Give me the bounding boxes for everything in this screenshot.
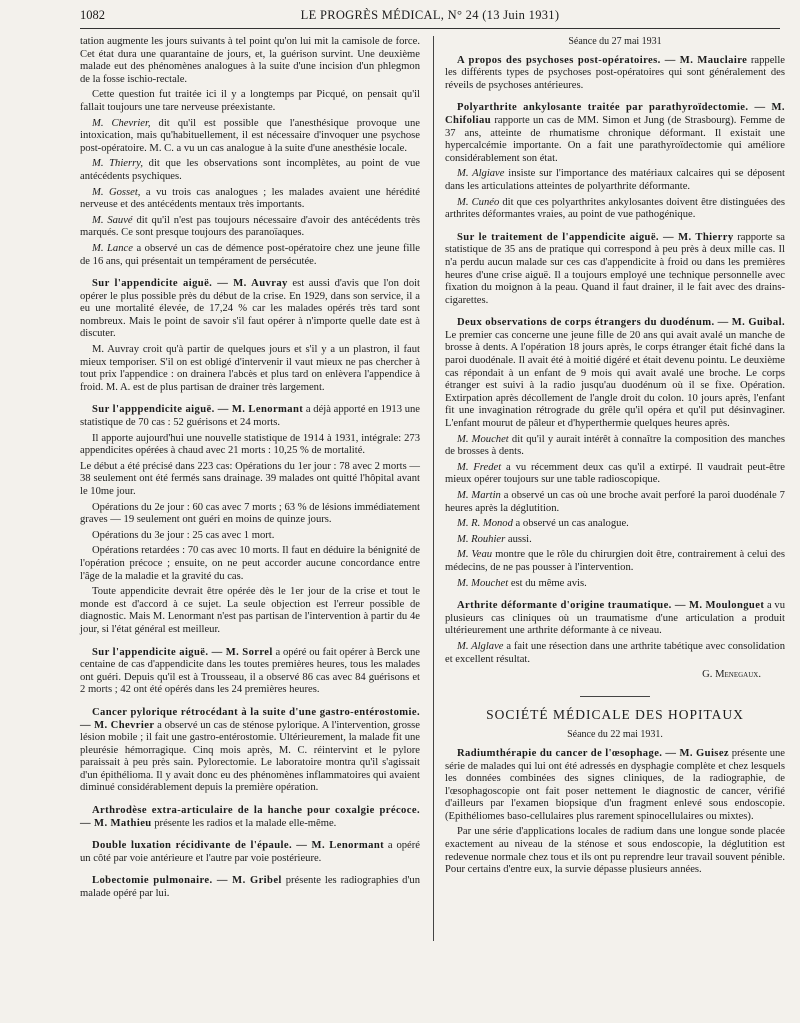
section-text: rapporte sa statistique de 35 ans de pratique qui correspond à peu près à deux mille cas. Il n'a perdu aucun malade sur ces cas d'appendicite à froid ou dans les premières heures d'une crise aiguë. Il a toujours employé une technique personnelle avec fixation du moignon à la peau. Quand il faut drainer, il le fait avec des drains-cigarettes. bbox=[445, 231, 786, 306]
section bbox=[445, 600, 785, 638]
section-heading: Arthrodèse extra-articulaire de la hanche pour coxalgie précoce. — M. Mathieu bbox=[80, 805, 420, 829]
section-heading: Sur l'appendicite aiguë. — M. Sorrel bbox=[92, 646, 273, 658]
paragraph: Opérations du 2e jour : 60 cas avec 7 morts ; 63 % de lésions immédiatement graves — 19 seulement ont guéri en moins de quinze jours. bbox=[80, 501, 420, 526]
paragraph-text: a observé un cas analogue. bbox=[512, 518, 629, 530]
paragraph-text: a observé un cas de démence post-opératoire chez une jeune fille de 16 ans, qui présentait un tempérament de persécutée. bbox=[80, 242, 420, 267]
speaker-name: M. Martin bbox=[457, 490, 501, 501]
paragraph-text: a observé un cas où une broche avait perforé la paroi duodénale 7 heures après la déglutition. bbox=[445, 490, 785, 514]
section-heading: Lobectomie pulmonaire. — M. Gribel bbox=[92, 875, 282, 887]
column-divider bbox=[433, 36, 434, 941]
paragraph: Opérations du 3e jour : 25 cas avec 1 mort. bbox=[92, 529, 275, 541]
journal-title: LE PROGRÈS MÉDICAL, N° 24 (13 Juin 1931) bbox=[300, 8, 560, 22]
section bbox=[80, 875, 420, 900]
paragraph-text: a fait une résection dans une arthrite tabétique avec consolidation et excellent résultat. bbox=[445, 640, 785, 665]
society-title: SOCIÉTÉ MÉDICALE DES HOPITAUX bbox=[486, 706, 744, 722]
section bbox=[445, 232, 785, 308]
section-text: est aussi d'avis que l'on doit opérer le plus possible près du début de la crise. En 1929, dans son service, il a eu une mortalité élevée, de 17,24 % car les malades opérés très tard sont nombreux. Mais le point de savoir s'il faut opérer à n'importe quelle date est à discuter. bbox=[80, 278, 421, 340]
paragraph-text: est du même avis. bbox=[508, 577, 587, 589]
section-text: a observé un cas de sténose pylorique. A l'intervention, grosse lésion mobile ; il fait une gastro-entérostomie. Ultérieurement, la malade fit une pleurésie hémorragique. Cinq mois après, M. C. réintervint et le pylore paraissait à peu près sain. Pylorectomie. Le laboratoire montra qu'il s'agissait d'un épithélioma. Il y avait donc eu des phénomènes inflammatoires qui avaient diminué considérablement depuis la première opération. bbox=[80, 719, 420, 794]
section bbox=[80, 647, 420, 697]
paragraph: M. Auvray croit qu'à partir de quelques jours et s'il y a un plastron, il faut mieux temporiser. S'il on est obligé d'intervenir il vaut mieux ne pas chercher à tout prix l'appendice : on drainera l'abcès et plus tard on enlèvera l'appendice à froid. M. A. est de plus partisan de drainer très largement. bbox=[80, 344, 420, 393]
session-date: Séance du 27 mai 1931 bbox=[568, 36, 662, 47]
speaker-name: M. Mouchet bbox=[457, 433, 509, 445]
paragraph-text: dit qu'il y aurait intérêt à connaître la composition des manches de brosses à dents. bbox=[445, 433, 786, 458]
speaker-name: M. Thierry, bbox=[92, 158, 143, 170]
speaker-name: M. Gosset, bbox=[92, 186, 141, 198]
paragraph bbox=[445, 434, 785, 459]
right-column bbox=[445, 36, 785, 880]
section bbox=[445, 748, 785, 824]
paragraph-text: insiste sur l'importance des matériaux calcaires qui se déposent dans les articulations atteintes de polyarthrite déformante. bbox=[445, 168, 785, 192]
speaker-name: M. R. Monod bbox=[457, 518, 513, 530]
paragraph bbox=[80, 215, 420, 240]
section-heading: Radiumthérapie du cancer de l'œsophage. — M. Guisez bbox=[457, 747, 730, 759]
paragraph-text: dit que les observations sont incomplètes, au point de vue antécédents psychiques. bbox=[80, 158, 420, 182]
section-heading: Polyarthrite ankylosante traitée par parathyroïdectomie. — M. Chifoliau bbox=[445, 102, 785, 126]
section-heading: A propos des psychoses post-opératoires. — M. Mauclaire bbox=[457, 54, 748, 66]
paragraph: Il apporte aujourd'hui une nouvelle statistique de 1914 à 1931, intégrale: 273 appendicites opérées à chaud avec 21 morts : 10,25 % de mortalité. bbox=[80, 432, 420, 457]
paragraph: Le début a été précisé dans 223 cas: Opérations du 1er jour : 78 avec 2 morts — 38 seulement ont été fermés sans drainage. 39 malades ont quitté l'hôpital avant le 10me jour. bbox=[80, 460, 420, 497]
section-heading: Cancer pylorique rétrocédant à la suite d'une gastro-entérostomie. — M. Chevrier bbox=[80, 706, 420, 731]
paragraph: Cette question fut traitée ici il y a longtemps par Picqué, on pensait qu'il fallait toujours une tare nerveuse préexistante. bbox=[80, 89, 420, 113]
section-text: a déjà apporté en 1913 une statistique de 70 cas : 52 guérisons et 24 morts. bbox=[80, 404, 420, 429]
paragraph bbox=[80, 158, 420, 183]
section bbox=[80, 707, 420, 795]
speaker-name: M. Sauvé bbox=[92, 214, 133, 226]
speaker-name: M. Veau bbox=[457, 549, 493, 561]
paragraph-text: montre que le rôle du chirurgien doit être, contrairement à celui des médecins, de ne pas pousser à l'intervention. bbox=[445, 549, 785, 573]
section-text: présente les radiographies d'un malade opéré par lui. bbox=[80, 875, 420, 900]
paragraph bbox=[80, 187, 420, 212]
session-date: Séance du 22 mai 1931. bbox=[567, 729, 663, 741]
paragraph bbox=[445, 197, 785, 222]
paragraph bbox=[445, 518, 785, 531]
section-heading: Sur l'appendicite aiguë. — M. Auvray bbox=[92, 278, 288, 290]
running-header bbox=[80, 6, 780, 29]
paragraph bbox=[445, 168, 785, 193]
paragraph bbox=[445, 641, 785, 666]
section bbox=[80, 278, 420, 341]
paragraph bbox=[445, 490, 785, 515]
section-text: a opéré ou fait opérer à Berck une centaine de cas d'appendicite dans les toutes premières heures, tous les malades ont guéri. Depuis qu'il est à Trousseau, il a observé 86 cas avec 84 guérisons et 2 morts ; 42 ont été opérés dans les 24 premières heures. bbox=[80, 646, 420, 696]
paragraph: Par une série d'applications locales de radium dans une longue sonde placée exactement au niveau de la sténose et sous endoscopie, la déglutition est redevenue normale chez tous et ils ont pu reprendre leur travail souvent pénible. Pour certains d'entre eux, la survie dépasse plusieurs années. bbox=[445, 826, 785, 876]
section-divider bbox=[580, 696, 650, 697]
paragraph bbox=[80, 118, 420, 156]
paragraph bbox=[445, 578, 785, 591]
section-text: présente les radios et la malade elle-même. bbox=[151, 817, 337, 829]
paragraph-text: dit qu'il est possible que l'anesthésique provoque une intoxication, mais qu'habituellement, il est nécessaire d'invoquer une psychose post-opératoire. M. C. a vu un cas analogue à la suite d'une anesthésie locale. bbox=[80, 117, 420, 154]
paragraph-text: aussi. bbox=[505, 533, 532, 545]
paragraph-text: a vu trois cas analogues ; les malades avaient une hérédité nerveuse et des antécédents mentaux très importants. bbox=[80, 186, 420, 211]
paragraph bbox=[445, 534, 785, 547]
section bbox=[80, 404, 420, 429]
paragraph: Toute appendicite devrait être opérée dès le 1er jour de la crise et tout le monde est d'accord à ce sujet. La seule objection est l'erreur possible de diagnostic. Mais M. Lenormant n'est pas partisan de l'intervention à partir du 4e jour, si l'état général est meilleur. bbox=[80, 586, 420, 635]
paragraph: Opérations retardées : 70 cas avec 10 morts. Il faut en déduire la bénignité de l'opération précoce ; ensuite, on ne peut accorder aucune concordance entre l'âge de la maladie et la gravité du cas. bbox=[80, 545, 420, 582]
section-text: rappelle les différents types de psychoses post-opératoires qui sont généralement des réveils de psychoses antérieures. bbox=[445, 54, 786, 91]
speaker-name: M. Lance bbox=[92, 242, 133, 254]
paragraph: tation augmente les jours suivants à tel point qu'on lui mit la camisole de force. Cet état dura une quarantaine de jours, et, la guérison survint. Une deuxième malade eut des phénomènes analogues à la suite d'une incision d'un phlegmon de la fosse ischio-rectale. bbox=[80, 36, 420, 85]
paragraph bbox=[445, 462, 785, 487]
section bbox=[445, 317, 785, 430]
left-column bbox=[80, 36, 420, 904]
section-text: a vu plusieurs cas cliniques où un traumatisme d'une articulation a produit ultérieurement une arthrite déformante à ce niveau. bbox=[445, 600, 785, 637]
speaker-name: M. Mouchet bbox=[457, 577, 509, 589]
paragraph bbox=[80, 243, 420, 268]
paragraph-text: dit que ces polyarthrites ankylosantes doivent être distinguées des arthrites déformantes vraies, au point de vue pathogénique. bbox=[445, 196, 786, 221]
page-number: 1082 bbox=[80, 8, 105, 22]
section bbox=[445, 102, 785, 165]
section-text: a opéré un côté par voie antérieure et l'autre par voie postérieure. bbox=[80, 840, 420, 864]
section-text: rapporte un cas de MM. Simon et Jung (de Strasbourg). Femme de 37 ans, atteinte de rhumatisme chronique déformant. Il existait une hypercalcémie importante. On a fait une parathyroïdectomie qui améliore considérablement son état. bbox=[445, 114, 785, 164]
paragraph bbox=[445, 549, 785, 574]
section-heading: Deux observations de corps étrangers du duodénum. — M. Guibal. bbox=[457, 317, 785, 329]
speaker-name: M. Chevrier, bbox=[92, 117, 151, 129]
section-heading: Double luxation récidivante de l'épaule. — M. Lenormant bbox=[92, 840, 385, 852]
speaker-name: M. Fredet bbox=[457, 461, 502, 473]
section-heading: Sur l'apppendicite aiguë. — M. Lenormant bbox=[92, 404, 304, 416]
section-text: présente une série de malades qui lui ont été adressés en dysphagie complète et chez lesquels les données combinées des signes cliniques, de la radiographie, de l'œsophagoscopie ont fait poser nettement le diagnostic de cancer, vérifié d'ailleurs par l'examen biopsique d'un fragment enlevé sous endoscopie. (Epithéliomes baso-cellulaires plus rarement spinocellulaires ou mixtes). bbox=[445, 747, 785, 822]
section-heading: Arthrite déformante d'origine traumatique. — M. Moulonguet bbox=[457, 600, 765, 612]
signature: G. Menegaux. bbox=[702, 669, 761, 681]
section bbox=[445, 55, 785, 93]
section-heading: Sur le traitement de l'appendicite aiguë. — M. Thierry bbox=[457, 231, 734, 243]
section-text: Le premier cas concerne une jeune fille de 20 ans qui avait avalé un manche de brosse à dents. A l'opération 18 jours après, le corps étranger était fiché dans la paroi duodénale. Il avait été à moitié digéré et était devenu pointu. Le deuxième cas répondait à un enfant de 9 mois qui avait avalé une broche. Le corps étranger est suivi à la radio jusqu'au duodénum où il se fixe. Opération. Extirpation après décollement de l'angle droit du colon. 10 jours après, l'enfant fit une invagination rétrograde du grêle qu'il opéra et qu'il put désinvaginer. L'enfant mourut de pâleur et d'hyperthermie quelques heures après. bbox=[445, 329, 785, 430]
section bbox=[80, 805, 420, 830]
speaker-name: M. Rouhier bbox=[457, 533, 506, 545]
paragraph-text: dit qu'il n'est pas toujours nécessaire d'avoir des antécédents très marqués. Ce sont presque toujours des paranoïaques. bbox=[80, 214, 420, 239]
paragraph-text: a vu récemment deux cas qu'il a extirpé. Il vaudrait peut-être mieux opérer toujours sur une table radioscopique. bbox=[445, 461, 785, 486]
speaker-name: M. Alglave bbox=[457, 640, 504, 652]
section bbox=[80, 840, 420, 865]
speaker-name: M. Cunéo bbox=[457, 196, 500, 208]
speaker-name: M. Algiave bbox=[457, 168, 505, 180]
